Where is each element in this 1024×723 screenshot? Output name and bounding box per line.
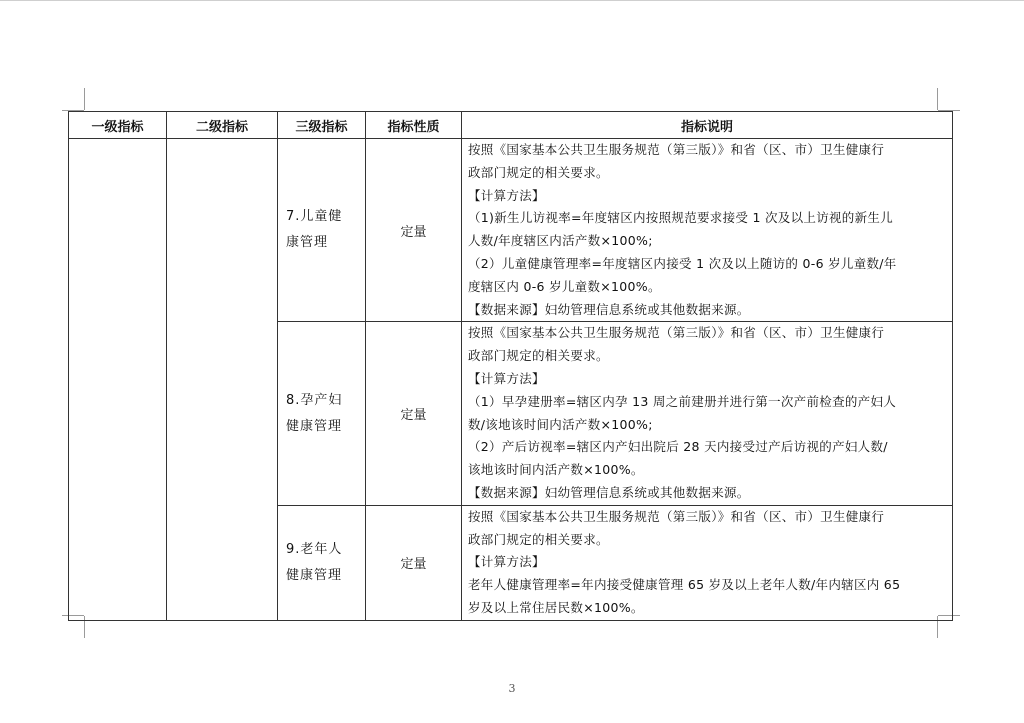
header-level1: 一级指标 (69, 112, 167, 139)
header-level3: 三级指标 (278, 112, 366, 139)
description-line: （2）产后访视率=辖区内产妇出院后 28 天内接受过产后访视的产妇人数/ (468, 439, 888, 455)
description-cell (462, 322, 953, 505)
page-number: 3 (508, 682, 516, 695)
description-line: 按照《国家基本公共卫生服务规范（第三版）》和省（区、市）卫生健康行 (468, 508, 885, 524)
nature-cell: 定量 (366, 505, 462, 620)
description-line: （1）早孕建册率=辖区内孕 13 周之前建册并进行第一次产前检查的产妇人 (468, 393, 897, 409)
description-line: 政部门规定的相关要求。 (468, 531, 609, 547)
description-line: （1)新生儿访视率=年度辖区内按照规范要求接受 1 次及以上访视的新生儿 (468, 210, 894, 226)
level3-cell: 8.孕产妇健康管理 (278, 322, 366, 505)
description-line: 【数据来源】妇幼管理信息系统或其他数据来源。 (468, 301, 750, 317)
table-header-row (69, 112, 953, 139)
level2-cell (167, 139, 278, 621)
crop-mark-top-left (84, 88, 85, 110)
description-line: 政部门规定的相关要求。 (468, 164, 609, 180)
indicator-table (68, 111, 953, 621)
description-line: 按照《国家基本公共卫生服务规范（第三版）》和省（区、市）卫生健康行 (468, 325, 885, 341)
description-cell (462, 139, 953, 322)
description-line: 人数/年度辖区内活产数×100%; (468, 233, 653, 249)
level3-cell: 7.儿童健康管理 (278, 139, 366, 322)
description-line: 该地该时间内活产数×100%。 (468, 462, 644, 478)
description-line: 【计算方法】 (468, 370, 545, 386)
description-line: 岁及以上常住居民数×100%。 (468, 599, 644, 615)
level1-cell (69, 139, 167, 621)
crop-mark-top-right (937, 88, 938, 110)
header-level2: 二级指标 (167, 112, 278, 139)
top-rule (0, 0, 1024, 1)
description-line: 按照《国家基本公共卫生服务规范（第三版）》和省（区、市）卫生健康行 (468, 142, 885, 157)
description-line: 【数据来源】妇幼管理信息系统或其他数据来源。 (468, 484, 750, 500)
table-row (69, 139, 953, 322)
header-nature: 指标性质 (366, 112, 462, 139)
description-line: （2）儿童健康管理率=年度辖区内接受 1 次及以上随访的 0-6 岁儿童数/年 (468, 255, 897, 271)
nature-cell: 定量 (366, 139, 462, 322)
header-description: 指标说明 (462, 112, 953, 139)
level3-cell: 9.老年人健康管理 (278, 505, 366, 620)
description-line: 老年人健康管理率=年内接受健康管理 65 岁及以上老年人数/年内辖区内 65 (468, 577, 901, 593)
description-line: 数/该地该时间内活产数×100%; (468, 416, 653, 432)
description-line: 政部门规定的相关要求。 (468, 348, 609, 364)
description-line: 【计算方法】 (468, 187, 545, 203)
description-line: 【计算方法】 (468, 554, 545, 570)
description-line: 度辖区内 0-6 岁儿童数×100%。 (468, 278, 661, 294)
nature-cell: 定量 (366, 322, 462, 505)
description-cell (462, 505, 953, 620)
